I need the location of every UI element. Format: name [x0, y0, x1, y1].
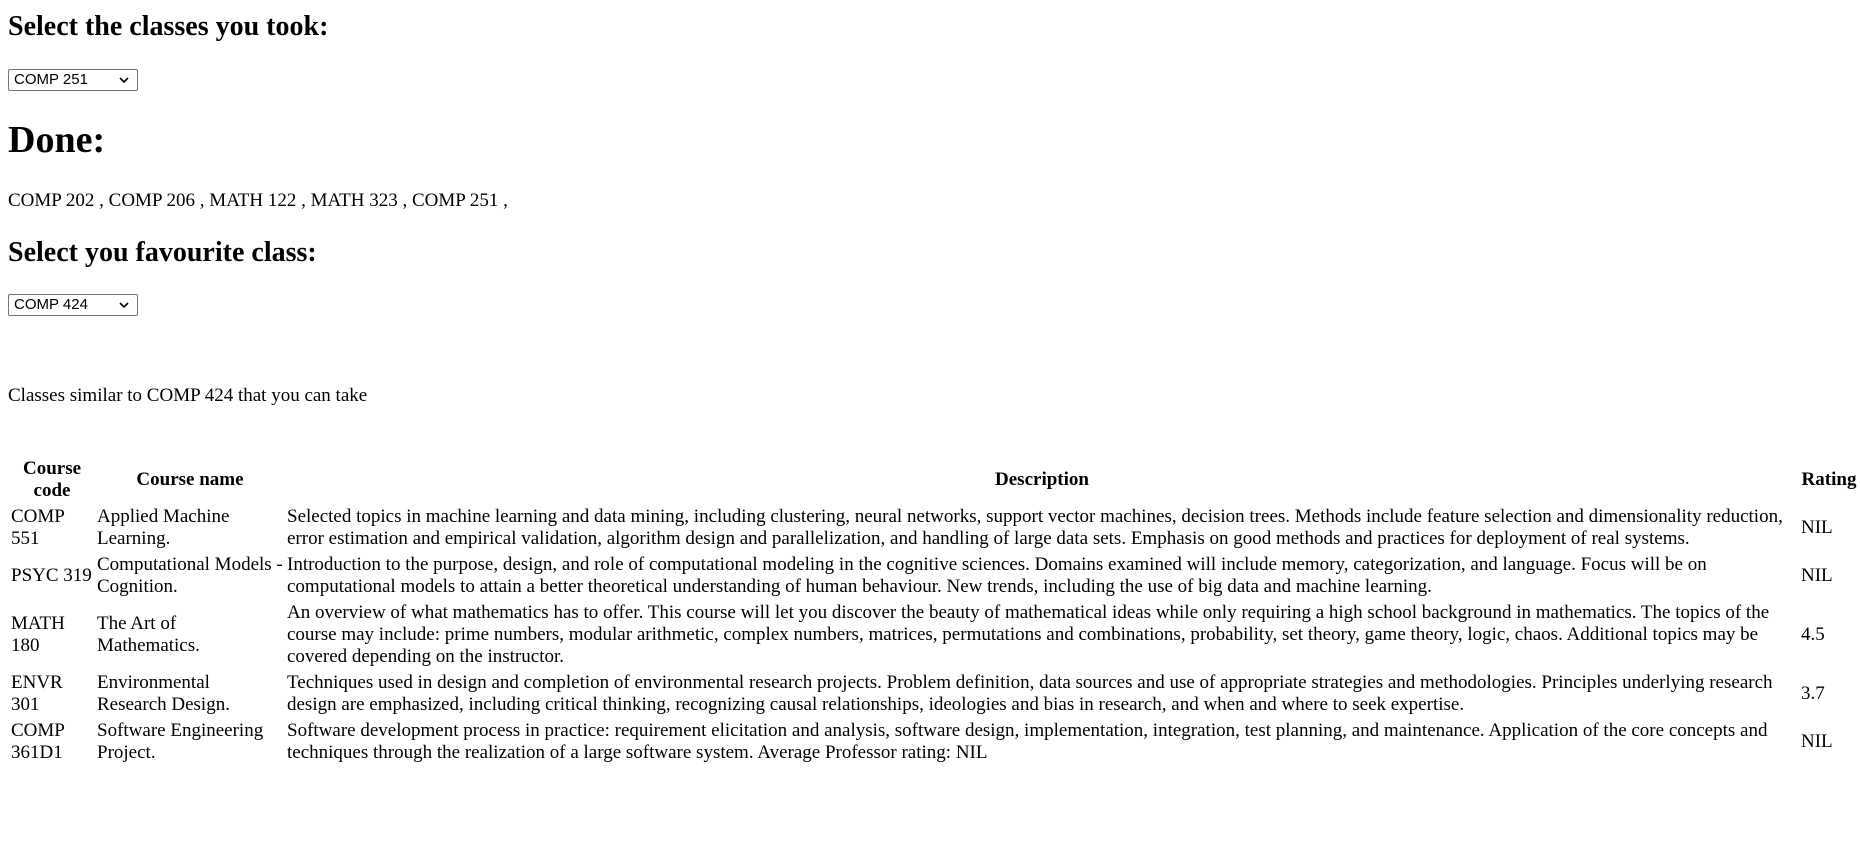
- table-row: [10, 719, 1858, 765]
- done-list: COMP 202 , COMP 206 , MATH 122 , MATH 323 , COMP 251 ,: [8, 190, 508, 211]
- classes-taken-select-value: COMP 251: [14, 71, 88, 88]
- done-heading: Done:: [8, 119, 106, 161]
- table-row: [10, 505, 1858, 551]
- course-description-cell: Selected topics in machine learning and data mining, including clustering, neural networks, support vector machines, decision trees. Methods include feature selection and dimensionality reduction, error estimation and empirical validation, algorithm design and parallelization, and handling of large data sets. Emphasis on good methods and practices for deployment of real systems.: [287, 506, 1783, 549]
- favourite-class-select-value: COMP 424: [14, 296, 88, 313]
- course-rating-cell: NIL: [1801, 517, 1833, 538]
- course-rating-cell: 4.5: [1801, 624, 1825, 645]
- table-row: [10, 601, 1858, 669]
- course-description-cell: Software development process in practice: requirement elicitation and analysis, software design, implementation, integration, test planning, and maintenance. Application of the core concepts and techniques through the realization of a large software system. Average Professor rating: NIL: [287, 720, 1768, 763]
- course-rating-cell: NIL: [1801, 565, 1833, 586]
- course-description-cell: Introduction to the purpose, design, and role of computational modeling in the cognitive sciences. Domains examined will include memory, categorization, and language. Focus will be on computational models to attain a better theoretical understanding of human behaviour. New trends, including the use of big data and machine learning.: [287, 554, 1707, 597]
- table-row: [10, 553, 1858, 599]
- header-description: Description: [995, 469, 1089, 490]
- header-rating: Rating: [1801, 469, 1857, 490]
- course-code-cell: ENVR 301: [11, 672, 63, 715]
- course-rating-cell: NIL: [1801, 731, 1833, 752]
- course-code-cell: PSYC 319: [11, 565, 92, 586]
- course-rating-cell: 3.7: [1801, 683, 1825, 704]
- favourite-class-heading: Select you favourite class:: [8, 237, 317, 268]
- course-name-cell: Computational Models - Cognition.: [97, 554, 283, 597]
- course-name-cell: Software Engineering Project.: [97, 720, 264, 763]
- chevron-down-icon: [117, 73, 131, 87]
- course-description-cell: An overview of what mathematics has to offer. This course will let you discover the beauty of mathematical ideas while only requiring a high school background in mathematics. The topics of the course may include: prime numbers, modular arithmetic, complex numbers, matrices, permutations and combinations, probability, set theory, game theory, logic, chaos. Additional topics may be covered depending on the instructor.: [287, 602, 1770, 667]
- course-name-cell: Applied Machine Learning.: [97, 506, 230, 549]
- header-course-code: Course code: [22, 458, 82, 501]
- table-header-row: [10, 457, 1858, 503]
- course-code-cell: MATH 180: [11, 613, 65, 656]
- favourite-class-select[interactable]: [8, 294, 138, 316]
- table-row: [10, 671, 1858, 717]
- course-name-cell: Environmental Research Design.: [97, 672, 230, 715]
- chevron-down-icon: [117, 298, 131, 312]
- header-course-name: Course name: [136, 469, 244, 490]
- classes-taken-heading: Select the classes you took:: [8, 11, 329, 42]
- course-code-cell: COMP 551: [11, 506, 65, 549]
- classes-taken-select[interactable]: [8, 69, 138, 91]
- similar-classes-caption: Classes similar to COMP 424 that you can take: [8, 385, 368, 406]
- course-code-cell: COMP 361D1: [11, 720, 65, 763]
- similar-courses-table: [8, 455, 1860, 767]
- course-description-cell: Techniques used in design and completion of environmental research projects. Problem definition, data sources and use of appropriate strategies and methodologies. Principles underlying research design are emphasized, including critical thinking, recognizing causal relationships, ideologies and bias in research, and when and where to seek expertise.: [287, 672, 1773, 715]
- course-name-cell: The Art of Mathematics.: [97, 613, 200, 656]
